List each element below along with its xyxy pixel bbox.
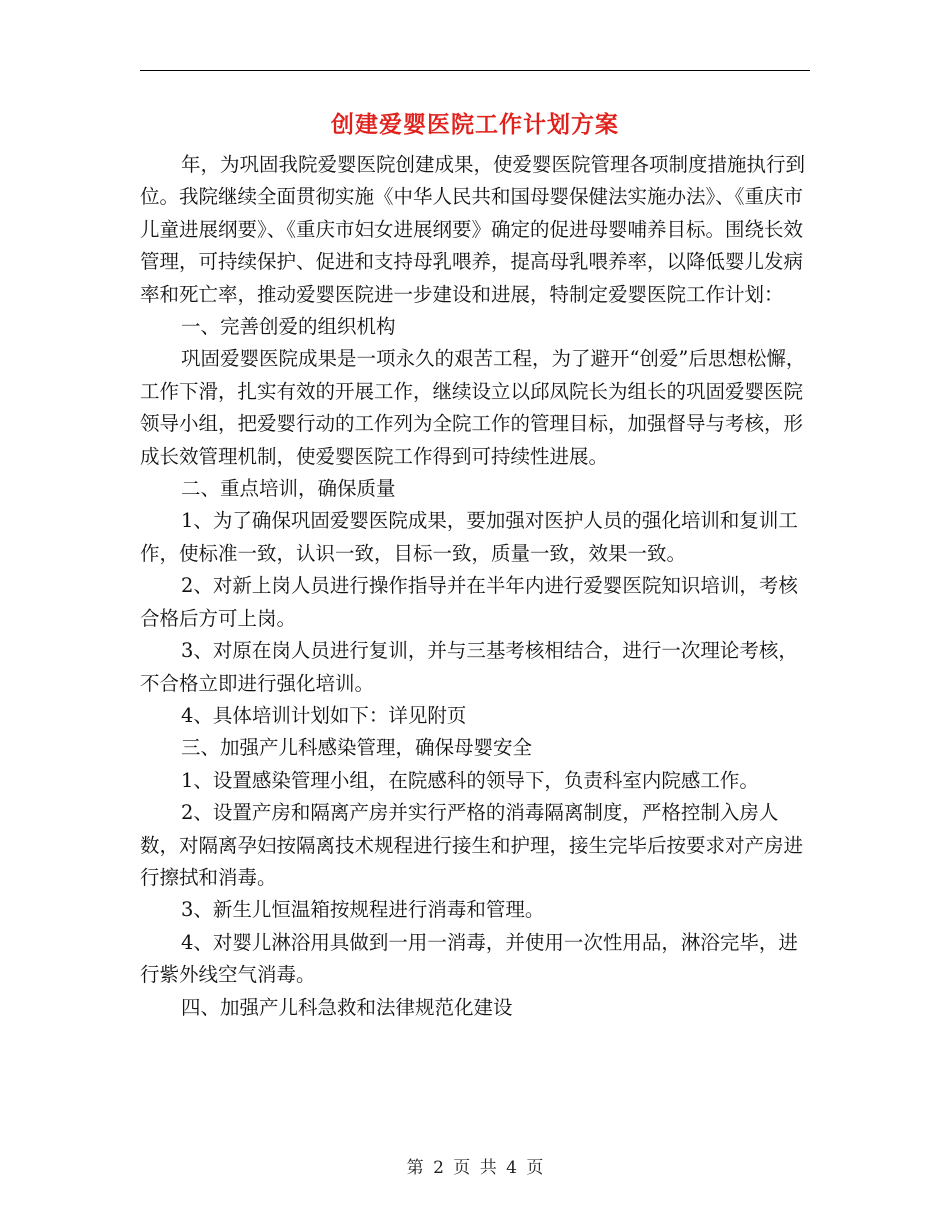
section-heading-4: 四、加强产儿科急救和法律规范化建设 (180, 995, 513, 1019)
section-heading-3: 三、加强产儿科感染管理，确保母婴安全 (180, 736, 532, 760)
paragraph: 巩固爱婴医院成果是一项永久的艰苦工程，为了避开“创爱”后思想松懈，工作下滑，扎实有效的开展工作，继续设立以邱凤院长为组长的巩固爱婴医院领导小组，把爱婴行动的工作列为全院工作的管理目标，加强督导与考核，形成长效管理机制，使爱婴医院工作得到可持续性进展。 (140, 347, 806, 468)
list-item: 4、具体培训计划如下：详见附页 (180, 703, 467, 727)
page-number: 第 2 页 共 4 页 (406, 1158, 544, 1178)
list-item: 3、对原在岗人员进行复训，并与三基考核相结合，进行一次理论考核，不合格立即进行强化培训。 (140, 639, 798, 695)
list-item: 2、对新上岗人员进行操作指导并在半年内进行爱婴医院知识培训，考核合格后方可上岗。 (140, 574, 798, 630)
document-title: 创建爱婴医院工作计划方案 (331, 111, 619, 138)
header-rule (140, 70, 810, 71)
section-heading-1: 一、完善创爱的组织机构 (180, 315, 396, 339)
list-item: 1、设置感染管理小组，在院感科的领导下，负责科室内院感工作。 (180, 768, 759, 792)
section-heading-2: 二、重点培训，确保质量 (180, 477, 396, 501)
list-item: 4、对婴儿淋浴用具做到一用一消毒，并使用一次性用品，淋浴完毕，进行紫外线空气消毒。 (140, 930, 798, 987)
document-body (140, 149, 815, 1024)
paragraph-intro: 年，为巩固我院爱婴医院创建成果，使爱婴医院管理各项制度措施执行到位。我院继续全面贯彻实施《中华人民共和国母婴保健法实施办法》、《重庆市儿童进展纲要》、《重庆市妇女进展纲要》确定的促进母婴哺养目标。围绕长效管理，可持续保护、促进和支持母乳喂养，提高母乳喂养率，以降低婴儿发病率和死亡率，推动爱婴医院进一步建设和进展，特制定爱婴医院工作计划： (140, 153, 805, 306)
list-item: 3、新生儿恒温箱按规程进行消毒和管理。 (180, 898, 545, 922)
list-item: 1、为了确保巩固爱婴医院成果，要加强对医护人员的强化培训和复训工作，使标准一致，认识一致，目标一致，质量一致，效果一致。 (140, 509, 798, 565)
list-item: 2、设置产房和隔离产房并实行严格的消毒隔离制度，严格控制入房人数，对隔离孕妇按隔离技术规程进行接生和护理，接生完毕后按要求对产房进行擦拭和消毒。 (140, 801, 804, 889)
